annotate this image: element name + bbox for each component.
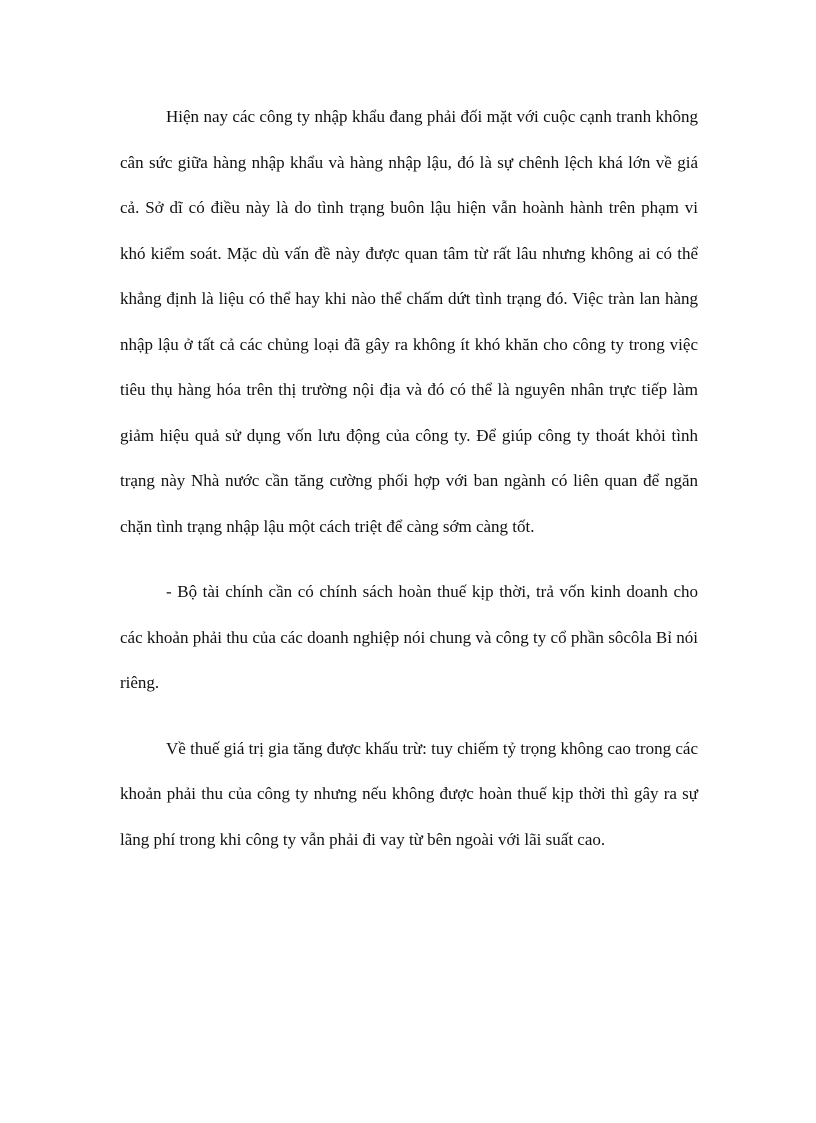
document-page bbox=[120, 94, 698, 862]
paragraph-tax-refund-policy: - Bộ tài chính cần có chính sách hoàn thuế kịp thời, trả vốn kinh doanh cho các khoản phải thu của các doanh nghiệp nói chung và công ty cổ phần sôcôla Bỉ nói riêng. bbox=[120, 582, 698, 692]
paragraph-vat-deduction: Về thuế giá trị gia tăng được khấu trừ: tuy chiếm tỷ trọng không cao trong các khoản phải thu của công ty nhưng nếu không được hoàn thuế kịp thời thì gây ra sự lãng phí trong khi công ty vẫn phải đi vay từ bên ngoài với lãi suất cao. bbox=[120, 738, 698, 849]
paragraph-gap bbox=[120, 706, 698, 726]
paragraph-import-competition: Hiện nay các công ty nhập khẩu đang phải đối mặt với cuộc cạnh tranh không cân sức giữa hàng nhập khẩu và hàng nhập lậu, đó là sự chênh lệch khá lớn về giá cả. Sở dĩ có điều này là do tình trạng buôn lậu hiện vẫn hoành hành trên phạm vi khó kiểm soát. Mặc dù vấn đề này được quan tâm từ rất lâu nhưng không ai có thể khẳng định là liệu có thể hay khi nào thể chấm dứt tình trạng đó. Việc tràn lan hàng nhập lậu ở tất cả các chủng loại đã gây ra không ít khó khăn cho công ty trong việc tiêu thụ hàng hóa trên thị trường nội địa và đó có thể là nguyên nhân trực tiếp làm giảm hiệu quả sử dụng vốn lưu động của công ty. Để giúp công ty thoát khỏi tình trạng này Nhà nước cần tăng cường phối hợp với ban ngành có liên quan để ngăn chặn tình trạng nhập lậu một cách triệt để càng sớm càng tốt. bbox=[120, 107, 698, 536]
paragraph-gap bbox=[120, 549, 698, 569]
